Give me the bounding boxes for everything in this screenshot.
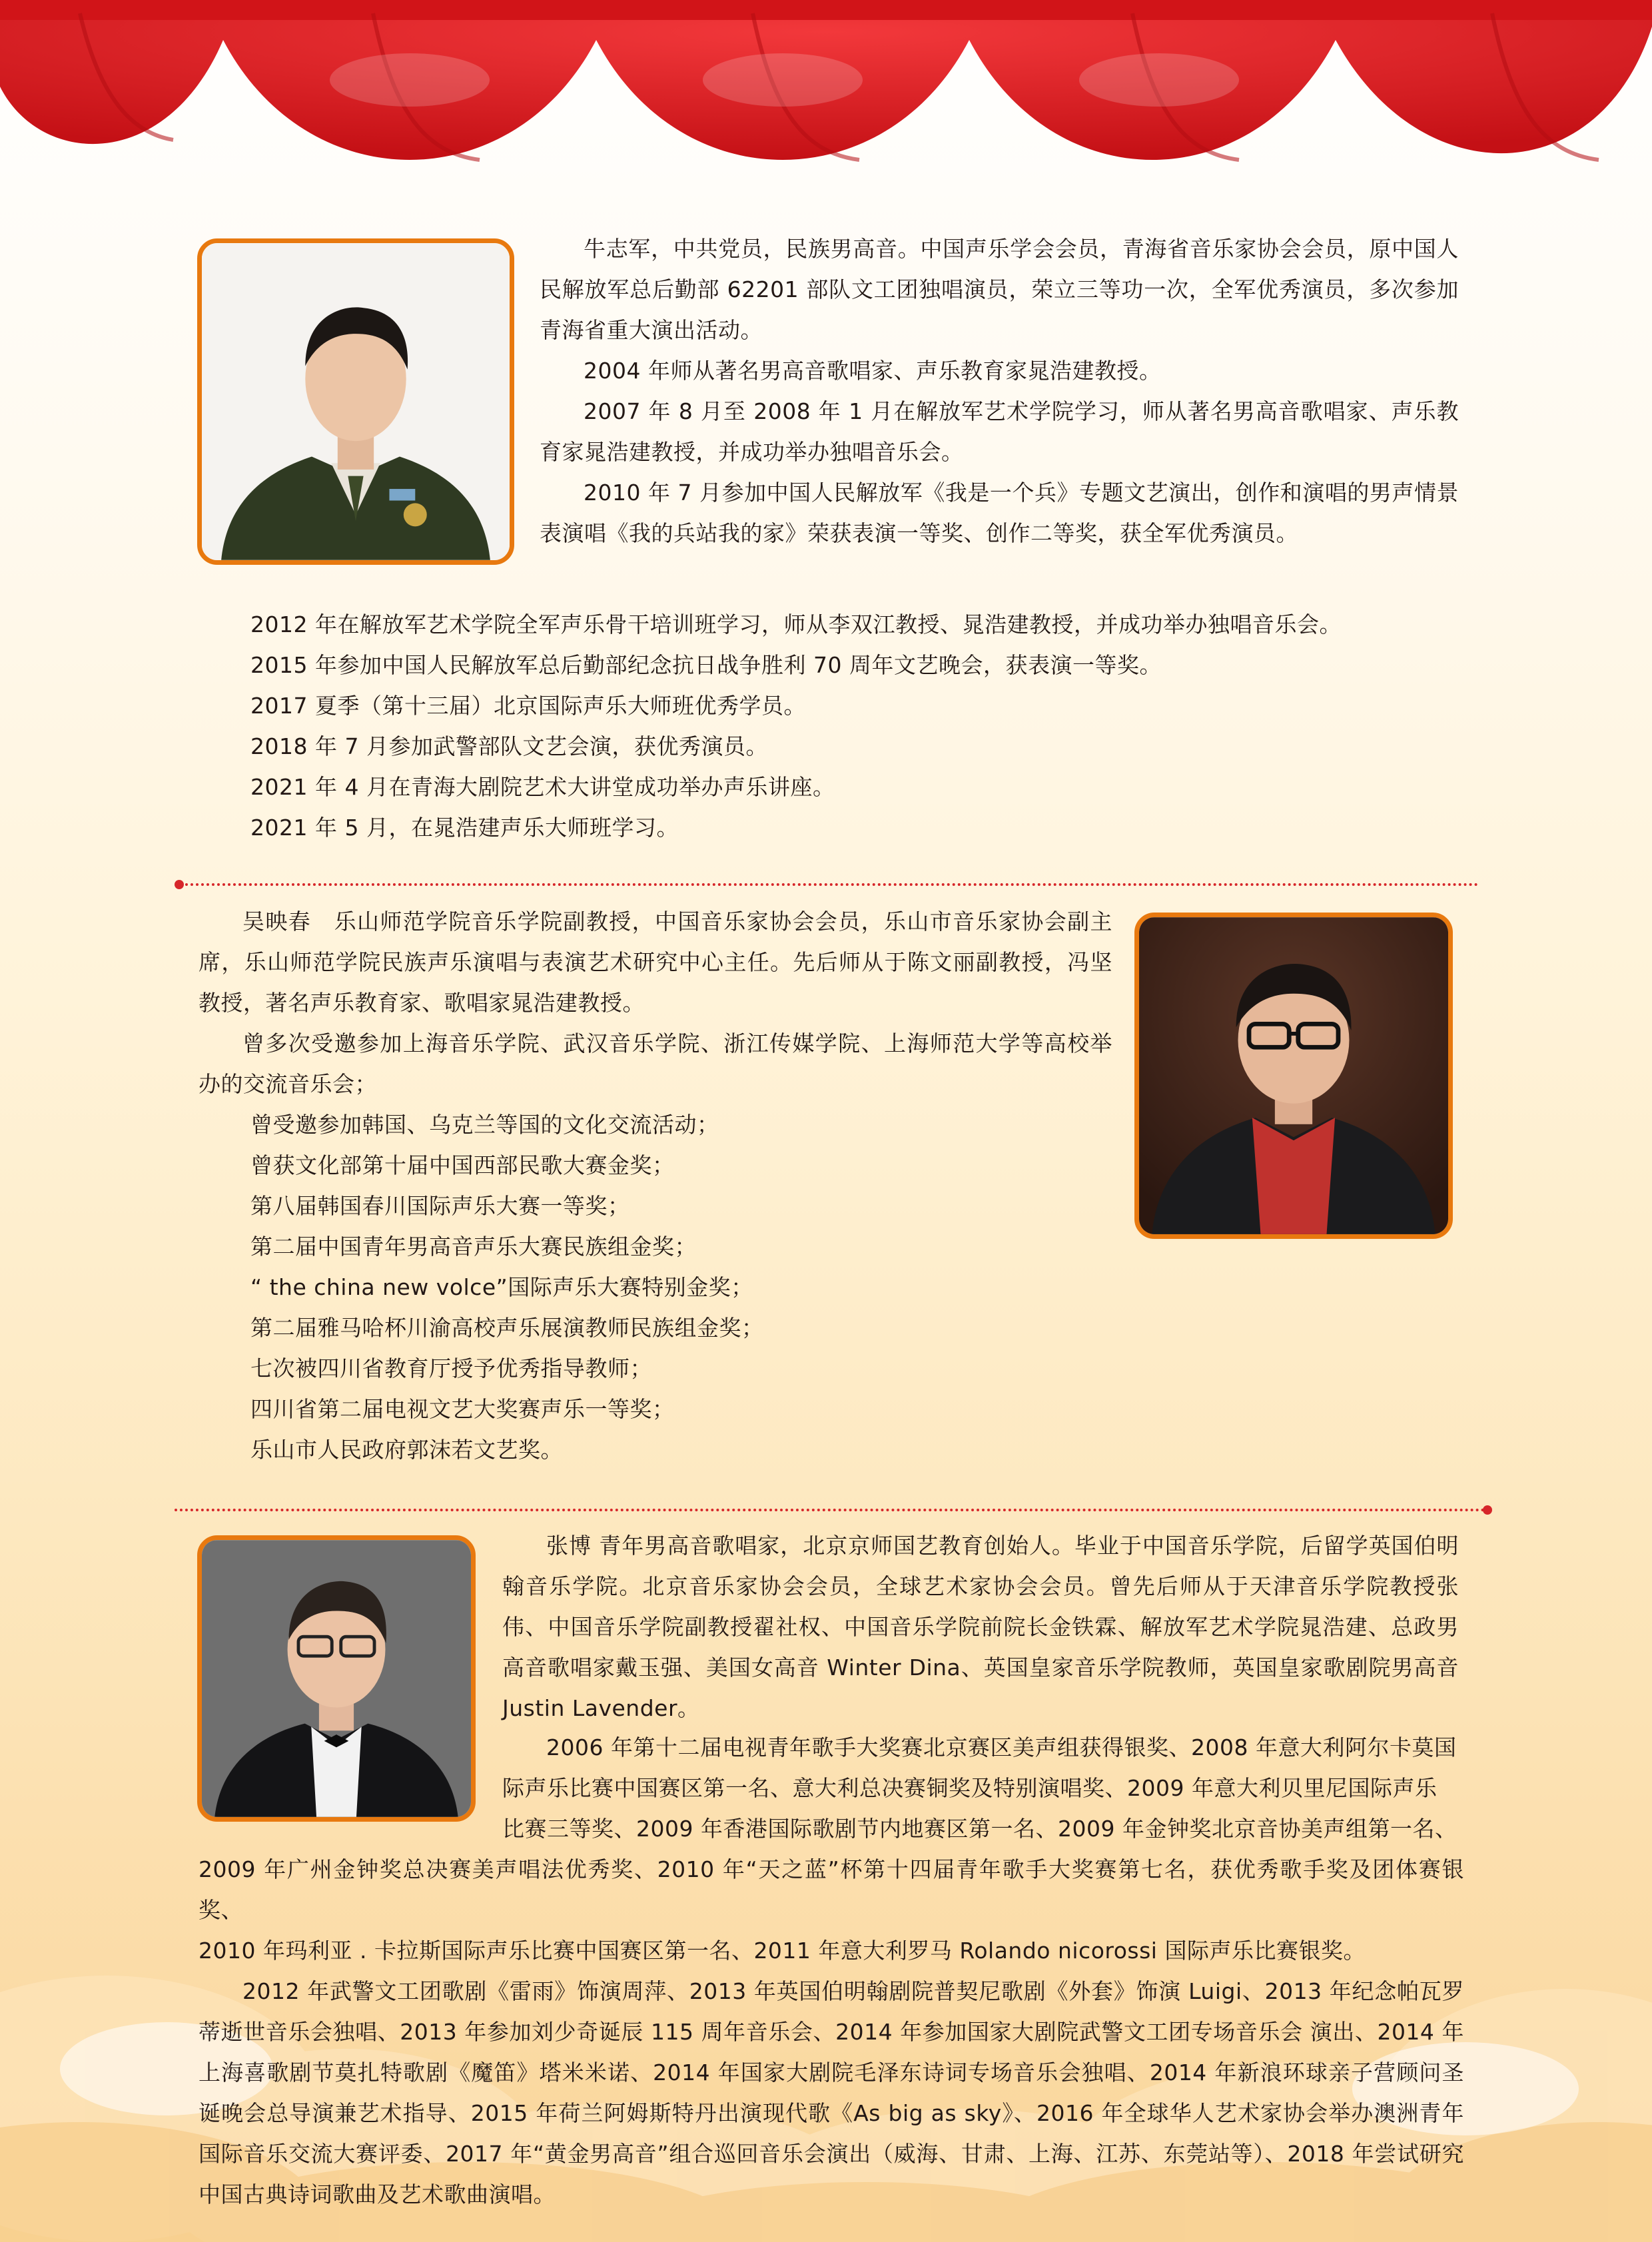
section2-awards (250, 1104, 1103, 1470)
award-line: “ the china new volce”国际声乐大赛特别金奖； (250, 1274, 753, 1300)
bio-paragraph: 2007 年 8 月至 2008 年 1 月在解放军艺术学院学习，师从著名男高音歌唱家、声乐教育家晁浩建教授，并成功举办独唱音乐会。 (540, 398, 1459, 465)
award-line: 七次被四川省教育厅授予优秀指导教师； (250, 1355, 652, 1381)
award-line: 四川省第二届电视文艺大奖赛声乐一等奖； (250, 1396, 675, 1422)
award-line: 2021 年 5 月，在晁浩建声乐大师班学习。 (250, 815, 679, 841)
award-line: 2015 年参加中国人民解放军总后勤部纪念抗日战争胜利 70 周年文艺晚会，获表演一等奖。 (250, 652, 1162, 678)
divider-dot (1483, 1505, 1492, 1515)
award-line: 2018 年 7 月参加武警部队文艺会演，获优秀演员。 (250, 733, 768, 759)
section1-awards (250, 604, 1476, 848)
award-line: 曾获文化部第十届中国西部民歌大赛金奖； (250, 1152, 675, 1178)
section3-awards-a (502, 1727, 1459, 1849)
award-line: 第八届韩国春川国际声乐大赛一等奖； (250, 1193, 630, 1219)
bio-paragraph: 2010 年 7 月参加中国人民解放军《我是一个兵》专题文艺演出，创作和演唱的男声情景表演唱《我的兵站我的家》荣获表演一等奖、创作二等奖，获全军优秀演员。 (540, 480, 1459, 546)
portrait-photo-3 (197, 1535, 476, 1822)
section-divider (180, 883, 1479, 886)
award-line: 乐山市人民政府郭沫若文艺奖。 (250, 1437, 563, 1463)
award-line: 2021 年 4 月在青海大剧院艺术大讲堂成功举办声乐讲座。 (250, 774, 835, 800)
award-line: 2017 夏季（第十三届）北京国际声乐大师班优秀学员。 (250, 693, 806, 719)
award-line: 2010 年玛利亚 . 卡拉斯国际声乐比赛中国赛区第一名、2011 年意大利罗马 Rolando nicorossi 国际声乐比赛银奖。 (199, 1938, 1366, 1964)
section1-bio (540, 228, 1459, 554)
section-divider (175, 1509, 1485, 1511)
divider-dot (175, 880, 184, 889)
bio-paragraph: 吴映春 乐山师范学院音乐学院副教授，中国音乐家协会会员，乐山市音乐家协会副主席，乐山师范学院民族声乐演唱与表演艺术研究中心主任。先后师从于陈文丽副教授，冯坚教授，著名声乐教育家、歌唱家晁浩建教授。 (199, 909, 1112, 1016)
portrait-photo-icon (202, 1540, 471, 1817)
award-line: 第二届中国青年男高音声乐大赛民族组金奖； (250, 1234, 697, 1260)
section3-awards-b (199, 1849, 1464, 2215)
portrait-photo-icon (1139, 917, 1448, 1234)
bio-paragraph: 2004 年师从著名男高音歌唱家、声乐教育家晁浩建教授。 (584, 358, 1162, 384)
bio-paragraph: 牛志军，中共党员，民族男高音。中国声乐学会会员，青海省音乐家协会会员，原中国人民解放军总后勤部 62201 部队文工团独唱演员，荣立三等功一次，全军优秀演员，多次参加青海省重大演出活动。 (540, 236, 1459, 343)
bio-paragraph: 2012 年武警文工团歌剧《雷雨》饰演周萍、2013 年英国伯明翰剧院普契尼歌剧《外套》饰演 Luigi、2013 年纪念帕瓦罗蒂逝世音乐会独唱、2013 年参加刘少奇诞辰 115 周年音乐会、2014 年参加国家大剧院武警文工团专场音乐会 演出、2014 年上海喜歌剧节莫扎特歌剧《魔笛》塔米米诺、2014 年国家大剧院毛泽东诗词专场音乐会独唱、2014 年新浪环球亲子营顾问圣诞晚会总导演兼艺术指导、2015 年荷兰阿姆斯特丹出演现代歌《As big as sky》、2016 年全球华人艺术家协会举办澳洲青年国际音乐交流大赛评委、2017 年“黄金男高音”组合巡回音乐会演出（威海、甘肃、上海、江苏、东莞站等）、2018 年尝试研究中国古典诗词歌曲及艺术歌曲演唱。 (199, 1978, 1464, 2207)
award-line: 曾受邀参加韩国、乌克兰等国的文化交流活动； (250, 1112, 719, 1138)
award-line: 2012 年在解放军艺术学院全军声乐骨干培训班学习，师从李双江教授、晁浩建教授，并成功举办独唱音乐会。 (250, 611, 1342, 637)
portrait-photo-1 (197, 238, 514, 565)
award-line: 际声乐比赛中国赛区第一名、意大利总决赛铜奖及特别演唱奖、2009 年意大利贝里尼国际声乐 (502, 1775, 1438, 1801)
portrait-photo-2 (1134, 913, 1453, 1239)
curtain-decoration (0, 0, 1652, 213)
section3-bio (502, 1525, 1459, 1728)
bio-paragraph: 曾多次受邀参加上海音乐学院、武汉音乐学院、浙江传媒学院、上海师范大学等高校举办的交流音乐会； (199, 1030, 1112, 1097)
award-line: 2009 年广州金钟奖总决赛美声唱法优秀奖、2010 年“天之蓝”杯第十四届青年歌手大奖赛第七名，获优秀歌手奖及团体赛银奖、 (199, 1856, 1464, 1923)
section2-bio (199, 901, 1112, 1104)
award-line: 第二届雅马哈杯川渝高校声乐展演教师民族组金奖； (250, 1315, 764, 1341)
award-line: 2006 年第十二届电视青年歌手大奖赛北京赛区美声组获得银奖、2008 年意大利阿尔卡莫国 (546, 1734, 1457, 1760)
bio-paragraph: 张博 青年男高音歌唱家，北京京师国艺教育创始人。毕业于中国音乐学院，后留学英国伯明翰音乐学院。北京音乐家协会会员，全球艺术家协会会员。曾先后师从于天津音乐学院教授张伟、中国音乐学院副教授翟社权、中国音乐学院前院长金铁霖、解放军艺术学院晁浩建、总政男高音歌唱家戴玉强、美国女高音 Winter Dina、英国皇家音乐学院教师，英国皇家歌剧院男高音 Justin Lavender。 (502, 1533, 1459, 1721)
portrait-photo-icon (202, 243, 510, 560)
award-line: 比赛三等奖、2009 年香港国际歌剧节内地赛区第一名、2009 年金钟奖北京音协美声组第一名、 (502, 1816, 1457, 1842)
